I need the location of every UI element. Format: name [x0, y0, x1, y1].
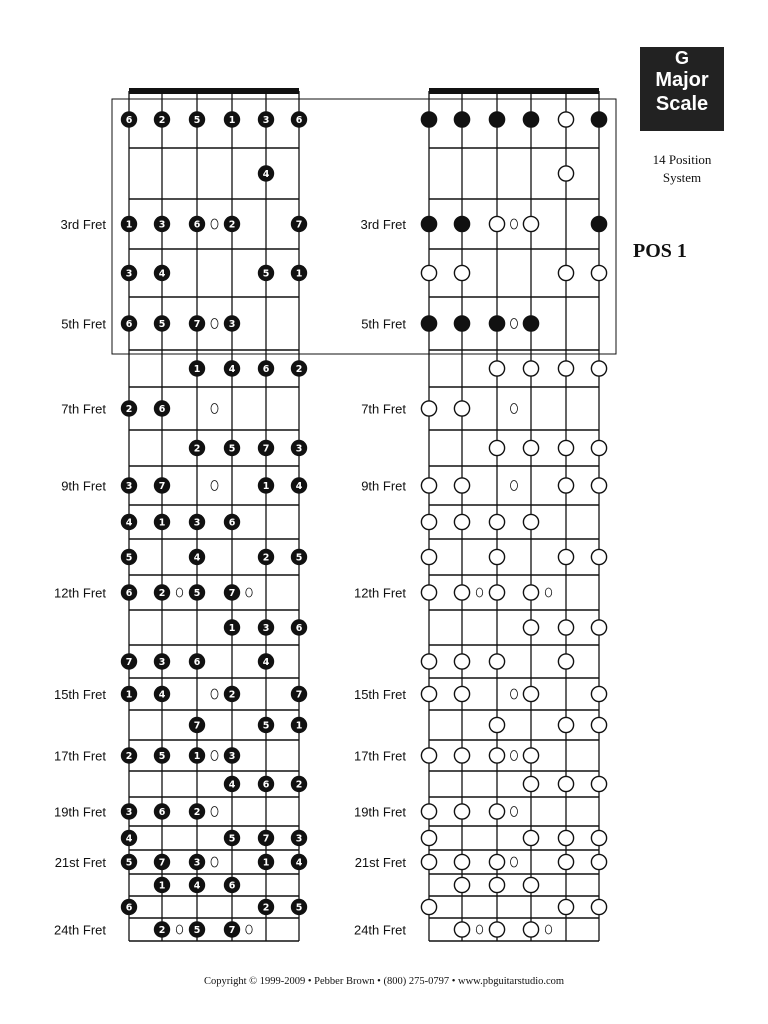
scale-note-number: 6	[262, 779, 270, 791]
subtitle-line-2: System	[662, 170, 702, 185]
scale-note-open	[523, 440, 538, 455]
scale-note-number: 6	[125, 319, 133, 330]
scale-note-open	[489, 361, 504, 376]
scale-note-number: 7	[125, 657, 133, 668]
scale-note-open	[558, 265, 573, 280]
scale-note-number: 5	[228, 833, 236, 845]
scale-note-number: 1	[228, 623, 236, 634]
right-fret-label-15: 15th Fret	[353, 687, 406, 702]
scale-note-open	[489, 549, 504, 564]
scale-note-number: 4	[228, 364, 236, 375]
scale-note-number: 6	[228, 517, 236, 529]
left-inlay-marker-icon	[176, 925, 182, 934]
scale-note-number: 4	[158, 689, 166, 701]
position-note-filled	[454, 316, 469, 331]
right-inlay-marker-icon	[545, 925, 551, 934]
position-note-filled	[591, 112, 606, 127]
right-inlay-marker-icon	[545, 588, 551, 597]
scale-note-number: 3	[125, 807, 133, 818]
scale-note-open	[454, 265, 469, 280]
scale-note-open	[523, 216, 538, 231]
scale-note-open	[558, 620, 573, 635]
scale-note-open	[454, 854, 469, 869]
scale-note-open	[489, 877, 504, 892]
left-fret-label-21: 21st Fret	[54, 855, 106, 870]
scale-note-open	[421, 899, 436, 914]
title-key: G	[674, 48, 689, 68]
scale-note-number: 4	[295, 857, 303, 869]
scale-note-open	[558, 654, 573, 669]
scale-note-open	[591, 265, 606, 280]
position-note-filled	[421, 216, 436, 231]
scale-title-box	[640, 47, 724, 131]
scale-note-number: 4	[262, 169, 270, 180]
left-fret-label-3: 3rd Fret	[60, 217, 106, 232]
scale-note-open	[454, 654, 469, 669]
scale-note-open	[591, 620, 606, 635]
right-fret-label-21: 21st Fret	[354, 855, 406, 870]
scale-note-open	[454, 478, 469, 493]
scale-note-open	[421, 748, 436, 763]
scale-note-number: 5	[193, 588, 201, 599]
scale-note-number: 6	[295, 115, 303, 126]
scale-note-open	[523, 830, 538, 845]
left-inlay-marker-icon	[211, 219, 218, 229]
scale-note-open	[454, 748, 469, 763]
scale-note-number: 5	[158, 751, 166, 762]
scale-note-number: 5	[262, 268, 270, 280]
scale-note-number: 3	[193, 517, 201, 529]
scale-note-number: 3	[295, 833, 303, 845]
left-inlay-marker-icon	[211, 404, 218, 414]
right-fret-label-5: 5th Fret	[361, 316, 406, 332]
scale-note-open	[558, 776, 573, 791]
scale-note-number: 2	[193, 807, 201, 818]
scale-note-number: 7	[262, 443, 270, 455]
scale-note-number: 1	[158, 880, 166, 892]
right-nut	[429, 88, 599, 94]
scale-note-number: 7	[158, 857, 166, 869]
scale-note-open	[421, 654, 436, 669]
scale-note-number: 1	[295, 268, 303, 280]
scale-note-open	[558, 830, 573, 845]
scale-note-number: 3	[262, 623, 270, 634]
copyright-footer: Copyright © 1999-2009 • Pebber Brown • (800) 275-0797 • www.pbguitarstudio.com	[203, 976, 565, 987]
scale-note-number: 2	[125, 751, 133, 762]
scale-note-number: 1	[228, 115, 236, 126]
scale-note-number: 7	[295, 689, 303, 701]
scale-note-number: 6	[125, 115, 133, 126]
left-inlay-marker-icon	[211, 857, 218, 867]
scale-note-number: 1	[262, 857, 270, 869]
scale-note-number: 5	[158, 319, 166, 330]
scale-note-number: 3	[228, 751, 236, 762]
scale-note-number: 4	[228, 779, 236, 791]
left-fret-label-17: 17th Fret	[53, 748, 106, 764]
scale-note-open	[489, 854, 504, 869]
scale-note-open	[489, 440, 504, 455]
scale-note-number: 2	[193, 443, 201, 455]
scale-note-number: 5	[125, 857, 133, 869]
scale-note-open	[454, 877, 469, 892]
scale-note-open	[591, 854, 606, 869]
left-nut	[129, 88, 299, 94]
position-note-filled	[454, 216, 469, 231]
scale-note-open	[523, 514, 538, 529]
scale-note-number: 4	[193, 552, 201, 564]
scale-note-open	[454, 585, 469, 600]
scale-note-number: 6	[295, 623, 303, 634]
scale-note-open	[523, 877, 538, 892]
right-fret-label-9: 9th Fret	[361, 478, 406, 494]
scale-note-number: 4	[125, 833, 133, 845]
left-inlay-marker-icon	[211, 807, 218, 817]
title-word-major: Major	[655, 69, 709, 91]
scale-note-open	[558, 440, 573, 455]
right-inlay-marker-icon	[476, 925, 482, 934]
scale-note-open	[421, 514, 436, 529]
scale-note-open	[421, 549, 436, 564]
scale-note-number: 1	[158, 517, 166, 529]
position-label: POS 1	[633, 240, 687, 262]
right-fretboard-circles	[354, 88, 607, 941]
scale-note-open	[591, 440, 606, 455]
scale-note-open	[454, 401, 469, 416]
scale-note-open	[421, 265, 436, 280]
scale-note-open	[421, 478, 436, 493]
scale-note-number: 7	[295, 219, 303, 231]
scale-note-open	[591, 717, 606, 732]
scale-note-number: 6	[193, 219, 201, 231]
left-fret-label-9: 9th Fret	[61, 478, 106, 494]
scale-note-open	[558, 717, 573, 732]
position-note-filled	[454, 112, 469, 127]
scale-note-number: 5	[125, 552, 133, 564]
scale-note-number: 7	[193, 720, 201, 732]
position-note-filled	[523, 112, 538, 127]
scale-note-number: 4	[158, 268, 166, 280]
scale-note-open	[558, 549, 573, 564]
scale-note-number: 2	[228, 689, 236, 701]
scale-note-number: 3	[125, 268, 133, 280]
scale-note-open	[591, 549, 606, 564]
scale-note-open	[454, 514, 469, 529]
position-note-filled	[591, 216, 606, 231]
scale-note-number: 7	[262, 833, 270, 845]
scale-note-number: 2	[295, 364, 303, 375]
scale-note-number: 3	[193, 857, 201, 869]
left-fret-label-12: 12th Fret	[53, 585, 106, 601]
scale-note-number: 7	[228, 925, 236, 936]
scale-note-number: 3	[262, 115, 270, 126]
scale-note-number: 2	[158, 588, 166, 599]
scale-note-number: 5	[295, 902, 303, 914]
title-word-scale: Scale	[655, 93, 709, 115]
scale-note-open	[421, 830, 436, 845]
scale-note-open	[421, 854, 436, 869]
scale-note-open	[454, 686, 469, 701]
scale-note-open	[421, 804, 436, 819]
left-fret-label-5: 5th Fret	[61, 316, 106, 332]
scale-note-number: 2	[262, 902, 270, 914]
left-inlay-marker-icon	[246, 588, 252, 597]
position-note-filled	[489, 112, 504, 127]
left-inlay-marker-icon	[211, 751, 218, 761]
scale-note-number: 6	[193, 657, 201, 668]
left-fret-label-7: 7th Fret	[61, 401, 106, 417]
scale-note-open	[558, 361, 573, 376]
scale-note-number: 2	[295, 779, 303, 791]
left-fret-label-19: 19th Fret	[53, 804, 106, 820]
scale-note-open	[591, 686, 606, 701]
scale-note-number: 2	[228, 219, 236, 231]
scale-note-open	[489, 514, 504, 529]
scale-note-number: 1	[295, 720, 303, 732]
scale-note-open	[454, 804, 469, 819]
scale-note-open	[421, 585, 436, 600]
right-inlay-marker-icon	[511, 689, 518, 699]
scale-note-open	[489, 804, 504, 819]
scale-note-number: 5	[193, 115, 201, 126]
right-inlay-marker-icon	[511, 481, 518, 491]
left-inlay-marker-icon	[211, 319, 218, 329]
scale-note-open	[421, 686, 436, 701]
scale-note-open	[558, 112, 573, 127]
system-subtitle	[630, 151, 734, 187]
scale-note-number: 5	[193, 925, 201, 936]
subtitle-line-1: 14 Position	[652, 152, 712, 167]
right-inlay-marker-icon	[511, 857, 518, 867]
scale-note-open	[591, 899, 606, 914]
scale-note-number: 2	[262, 552, 270, 564]
scale-note-number: 5	[228, 443, 236, 455]
right-inlay-marker-icon	[511, 319, 518, 329]
scale-note-open	[591, 478, 606, 493]
scale-note-number: 3	[228, 319, 236, 330]
position-note-filled	[421, 112, 436, 127]
scale-note-number: 3	[158, 657, 166, 668]
scale-note-number: 7	[228, 588, 236, 599]
left-fret-label-15: 15th Fret	[53, 687, 106, 702]
scale-note-number: 1	[193, 364, 201, 375]
scale-note-open	[523, 620, 538, 635]
scale-note-number: 4	[295, 481, 303, 492]
scale-note-number: 3	[295, 443, 303, 455]
scale-note-number: 6	[125, 588, 133, 599]
position-note-filled	[489, 316, 504, 331]
scale-note-number: 1	[125, 219, 133, 231]
scale-note-open	[489, 922, 504, 937]
scale-note-number: 2	[158, 115, 166, 126]
scale-note-number: 7	[158, 481, 166, 492]
scale-note-open	[558, 478, 573, 493]
scale-note-open	[523, 748, 538, 763]
scale-note-number: 6	[125, 902, 133, 914]
left-inlay-marker-icon	[176, 588, 182, 597]
right-fret-label-19: 19th Fret	[353, 804, 406, 820]
scale-note-open	[421, 401, 436, 416]
scale-note-number: 1	[262, 481, 270, 492]
scale-note-open	[489, 654, 504, 669]
scale-note-number: 4	[193, 880, 201, 892]
scale-note-open	[558, 899, 573, 914]
scale-note-open	[489, 585, 504, 600]
left-inlay-marker-icon	[246, 925, 252, 934]
scale-note-open	[591, 830, 606, 845]
scale-note-number: 5	[262, 720, 270, 732]
right-inlay-marker-icon	[511, 751, 518, 761]
right-inlay-marker-icon	[511, 219, 518, 229]
scale-note-open	[489, 717, 504, 732]
right-inlay-marker-icon	[476, 588, 482, 597]
scale-note-number: 6	[262, 364, 270, 375]
right-fret-label-3: 3rd Fret	[360, 217, 406, 232]
scale-note-open	[591, 776, 606, 791]
scale-note-number: 6	[158, 404, 166, 415]
right-fret-label-24: 24th Fret	[353, 922, 406, 938]
scale-note-number: 4	[125, 517, 133, 529]
right-inlay-marker-icon	[511, 404, 518, 414]
scale-note-number: 3	[125, 481, 133, 492]
right-inlay-marker-icon	[511, 807, 518, 817]
scale-note-open	[489, 748, 504, 763]
left-inlay-marker-icon	[211, 689, 218, 699]
scale-note-number: 6	[158, 807, 166, 818]
position-note-filled	[523, 316, 538, 331]
scale-note-open	[591, 361, 606, 376]
scale-note-number: 1	[193, 751, 201, 762]
scale-note-open	[523, 776, 538, 791]
scale-note-open	[454, 922, 469, 937]
scale-note-number: 2	[158, 925, 166, 936]
scale-note-open	[523, 585, 538, 600]
right-fret-label-17: 17th Fret	[353, 748, 406, 764]
left-fret-label-24: 24th Fret	[53, 922, 106, 938]
scale-note-open	[523, 361, 538, 376]
right-fret-label-7: 7th Fret	[361, 401, 406, 417]
right-fret-label-12: 12th Fret	[353, 585, 406, 601]
scale-note-number: 6	[228, 880, 236, 892]
left-fretboard-numbered	[54, 88, 307, 941]
scale-note-number: 1	[125, 689, 133, 701]
scale-note-open	[523, 922, 538, 937]
scale-note-open	[489, 216, 504, 231]
left-inlay-marker-icon	[211, 481, 218, 491]
scale-note-number: 7	[193, 319, 201, 330]
scale-note-number: 4	[262, 657, 270, 668]
position-note-filled	[421, 316, 436, 331]
scale-note-number: 5	[295, 552, 303, 564]
scale-note-number: 2	[125, 404, 133, 415]
scale-note-open	[558, 854, 573, 869]
scale-note-number: 3	[158, 219, 166, 231]
scale-note-open	[523, 686, 538, 701]
scale-note-open	[558, 166, 573, 181]
